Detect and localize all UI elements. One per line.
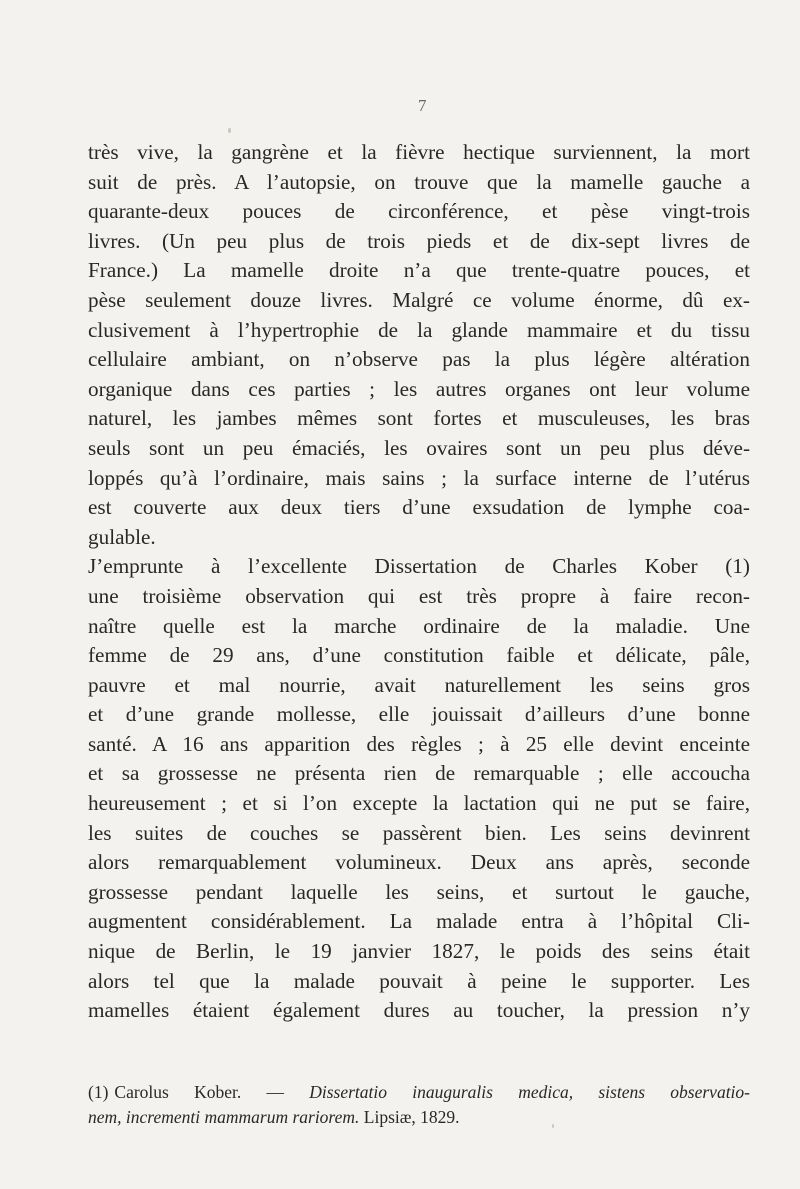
text-line: suit de près. A l’autopsie, on trouve que la mamelle gauche a [88,169,750,194]
footnote-author: Carolus Kober. — [114,1082,284,1102]
text-line: est couverte aux deux tiers d’une exsudation de lymphe coa- [88,495,750,520]
text-line: pauvre et mal nourrie, avait naturellement les seins gros [88,672,750,697]
text-line: alors remarquablement volumineux. Deux ans après, seconde [88,850,750,875]
text-line: nique de Berlin, le 19 janvier 1827, le poids des seins était [88,939,750,964]
text-line: naturel, les jambes mêmes sont fortes et musculeuses, les bras [88,406,750,431]
text-line: mamelles étaient également dures au toucher, la pression n’y [88,998,750,1023]
text-line: clusivement à l’hypertrophie de la glande mammaire et du tissu [88,317,750,342]
text-line: quarante-deux pouces de circonférence, et pèse vingt-trois [88,199,750,224]
text-line: naître quelle est la marche ordinaire de la maladie. Une [88,613,750,638]
text-line: seuls sont un peu émaciés, les ovaires sont un peu plus déve- [88,435,750,460]
footnote-line-2 [88,1105,750,1130]
footnote-mark: (1) [88,1082,109,1102]
text-line: très vive, la gangrène et la fièvre hectique surviennent, la mort [88,140,750,164]
text-line: alors tel que la malade pouvait à peine le supporter. Les [88,968,750,993]
text-line: France.) La mamelle droite n’a que trente-quatre pouces, et [88,258,750,283]
footnote [88,1080,750,1130]
text-line: femme de 29 ans, d’une constitution faible et délicate, pâle, [88,643,750,668]
text-line: livres. (Un peu plus de trois pieds et de dix-sept livres de [88,228,750,253]
text-line: loppés qu’à l’ordinaire, mais sains ; la surface interne de l’utérus [88,465,750,490]
text-line: gulable. [88,524,156,549]
paper-speck [228,128,231,133]
text-line: et d’une grande mollesse, elle jouissait d’ailleurs d’une bonne [88,702,750,727]
footnote-title-part2: nem, incrementi mammarum rariorem. [88,1107,360,1127]
text-line: J’emprunte à l’excellente Dissertation de Charles Kober (1) [88,554,750,579]
text-line: grossesse pendant laquelle les seins, et surtout le gauche, [88,879,750,904]
page-number: 7 [418,96,427,115]
paper-speck [552,1124,554,1128]
text-line: santé. A 16 ans apparition des règles ; à 25 elle devint enceinte [88,731,750,756]
text-line: les suites de couches se passèrent bien. Les seins devinrent [88,820,750,845]
text-line: pèse seulement douze livres. Malgré ce volume énorme, dû ex- [88,287,750,312]
text-line: et sa grossesse ne présenta rien de remarquable ; elle accoucha [88,761,750,786]
footnote-line-1 [88,1080,750,1105]
body-text [88,138,750,1026]
text-line: augmentent considérablement. La malade entra à l’hôpital Cli- [88,909,750,934]
text-line: organique dans ces parties ; les autres organes ont leur volume [88,376,750,401]
text-line: une troisième observation qui est très propre à faire recon- [88,583,750,608]
footnote-imprint: Lipsiæ, 1829. [363,1107,460,1127]
footnote-title-part1: Dissertatio inauguralis medica, sistens observatio- [309,1082,750,1102]
text-line: cellulaire ambiant, on n’observe pas la plus légère altération [88,347,750,372]
text-line: heureusement ; et si l’on excepte la lactation qui ne put se faire, [88,791,750,816]
